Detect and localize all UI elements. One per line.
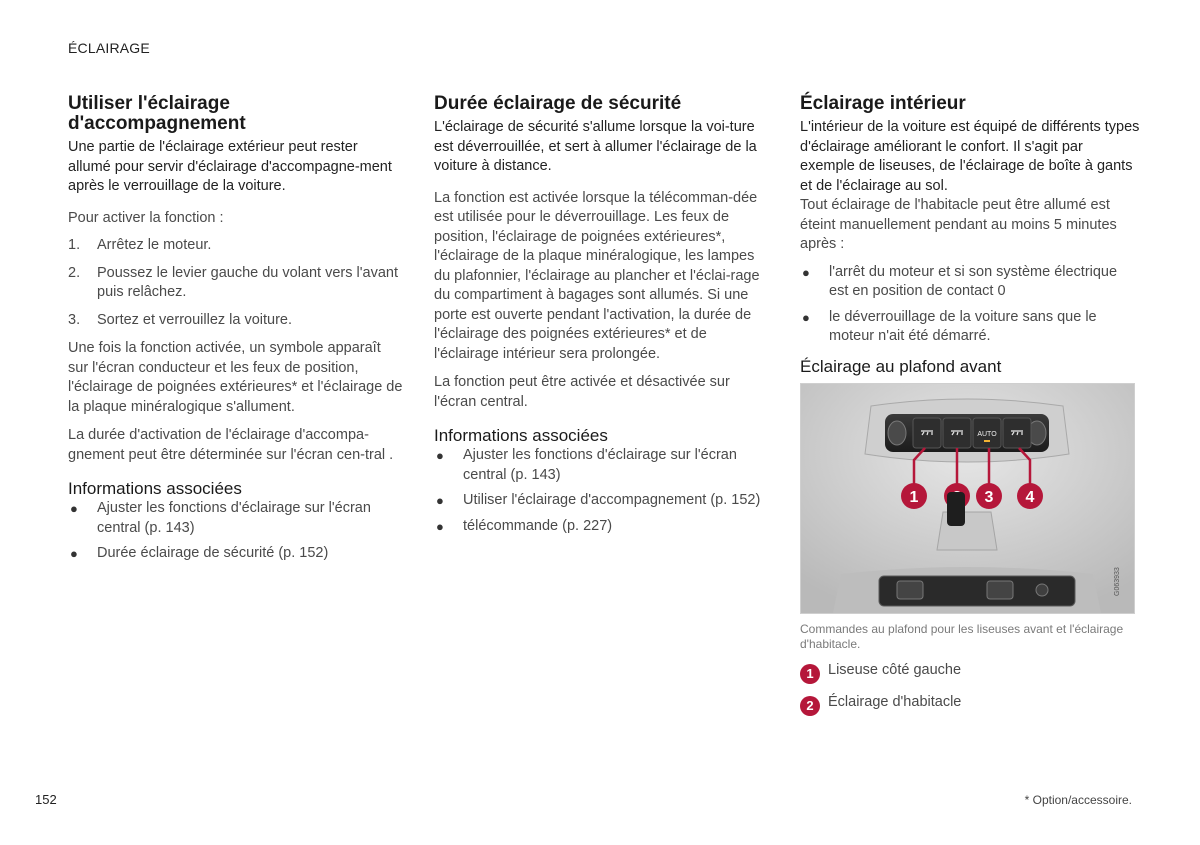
callout-badge: 2 xyxy=(800,696,820,716)
paragraph: Tout éclairage de l'habitacle peut être allumé est éteint manuellement pendant au moins 5 minutes après : xyxy=(800,197,1117,252)
bullet-text: l'arrêt du moteur et si son système électrique est en position de contact 0 xyxy=(829,263,1118,299)
related-link[interactable] xyxy=(434,446,770,485)
paragraph: La fonction est activée lorsque la télécomman-dée est utilisée pour le déverrouillage. Les feux de position, l'éclairage de poignées extérieures*, l'éclairage de la plaque minéralogique, les lampes du plafonnier, l'éclairage au plancher et l'éclai-rage du compartiment à bagages sont allumés. Si une porte est ouverte pendant l'activation, la durée de l'éclairage des poignées extérieures* et de l'éclairage intérieur sera prolongée. xyxy=(434,189,760,362)
related-link-text[interactable]: Durée éclairage de sécurité (p. 152) xyxy=(97,545,329,561)
page-number: 152 xyxy=(35,792,57,807)
step-number: 3. xyxy=(68,311,81,328)
bullet-icon: ● xyxy=(436,493,444,508)
ceiling-controls-figure xyxy=(800,383,1135,614)
legend-text: Éclairage d'habitacle xyxy=(828,694,962,710)
figure-caption: Commandes au plafond pour les liseuses avant et l'éclairage d'habitacle. xyxy=(800,621,1124,651)
bullet-text: le déverrouillage de la voiture sans que le moteur n'ait été démarré. xyxy=(829,308,1097,344)
column-accompagnement xyxy=(68,94,403,570)
column-interieur xyxy=(800,94,1140,726)
related-link-text[interactable]: Ajuster les fonctions d'éclairage sur l'écran central (p. 143) xyxy=(463,447,737,483)
lead-accompagnement: Une partie de l'éclairage extérieur peut rester allumé pour servir d'éclairage d'accompagne-ment après le verrouillage de la voiture. xyxy=(68,139,392,194)
heading-accompagnement: Utiliser l'éclairage d'accompagnement xyxy=(68,93,246,134)
bullet-icon: ● xyxy=(70,501,78,516)
section-header: ÉCLAIRAGE xyxy=(68,40,150,56)
lead-securite: L'éclairage de sécurité s'allume lorsque la voi-ture est déverrouillée, et sert à allumer l'éclairage de la voiture à distance. xyxy=(434,119,757,174)
related-link[interactable] xyxy=(68,499,403,538)
bullet-icon: ● xyxy=(436,518,444,534)
legend-item xyxy=(800,661,1140,681)
auto-button-label: AUTO xyxy=(977,430,997,438)
bullet-icon: ● xyxy=(436,448,444,463)
footnote: * Option/accessoire. xyxy=(1024,793,1132,807)
steps-list xyxy=(68,236,403,330)
step-text: Arrêtez le moteur. xyxy=(97,237,212,253)
step-text: Poussez le levier gauche du volant vers l'avant puis relâchez. xyxy=(97,264,398,300)
ceiling-console-illustration xyxy=(801,384,1134,613)
bullet-icon: ● xyxy=(802,264,810,280)
bullet-icon: ● xyxy=(802,309,810,325)
related-link-text[interactable]: Ajuster les fonctions d'éclairage sur l'écran central (p. 143) xyxy=(97,500,371,536)
paragraph: Une fois la fonction activée, un symbole apparaît sur l'écran conducteur et les feux de position, l'éclairage de poignées extérieures* et l'éclairage de la plaque minéralogique s'allument. xyxy=(68,340,403,415)
callout-1: 1 xyxy=(909,488,919,506)
related-link-text[interactable]: Utiliser l'éclairage d'accompagnement (p. 152) xyxy=(463,492,761,508)
related-list xyxy=(68,499,403,564)
related-heading: Informations associées xyxy=(68,479,242,498)
lead-interieur: L'intérieur de la voiture est équipé de différents types d'éclairage améliorant le confort. Il s'agit par exemple de liseuses, de l'éclairage de boîte à gants et de l'éclairage au sol. xyxy=(800,119,1140,194)
step-item xyxy=(68,264,403,303)
image-code: G063933 xyxy=(1114,566,1121,596)
heading-securite: Durée éclairage de sécurité xyxy=(434,93,682,114)
step-item xyxy=(68,236,403,256)
bullet-item xyxy=(800,263,1140,302)
legend-text: Liseuse côté gauche xyxy=(828,661,962,678)
paragraph: La durée d'activation de l'éclairage d'accompa-gnement peut être déterminée sur l'écran cen-tral . xyxy=(68,427,394,463)
related-link-text[interactable]: télécommande (p. 227) xyxy=(463,517,613,534)
related-list xyxy=(434,446,770,536)
step-number: 1. xyxy=(68,237,81,253)
heading-interieur: Éclairage intérieur xyxy=(800,93,966,114)
bullet-item xyxy=(800,308,1140,347)
related-heading: Informations associées xyxy=(434,426,608,445)
step-text: Sortez et verrouillez la voiture. xyxy=(97,311,293,328)
bullet-list xyxy=(800,263,1140,347)
related-link[interactable] xyxy=(68,544,403,564)
callout-badge: 1 xyxy=(800,664,820,684)
step-number: 2. xyxy=(68,264,81,281)
column-securite xyxy=(434,94,770,542)
bullet-icon: ● xyxy=(70,546,78,561)
callout-4: 4 xyxy=(1025,488,1035,506)
paragraph: La fonction peut être activée et désactivée sur l'écran central. xyxy=(434,374,730,410)
callout-3: 3 xyxy=(984,488,994,506)
related-link[interactable] xyxy=(434,517,770,537)
related-link[interactable] xyxy=(434,491,770,511)
step-item xyxy=(68,311,403,331)
legend-item xyxy=(800,693,1140,713)
intro-text: Pour activer la fonction : xyxy=(68,209,224,226)
subheading-plafond: Éclairage au plafond avant xyxy=(800,356,1002,376)
